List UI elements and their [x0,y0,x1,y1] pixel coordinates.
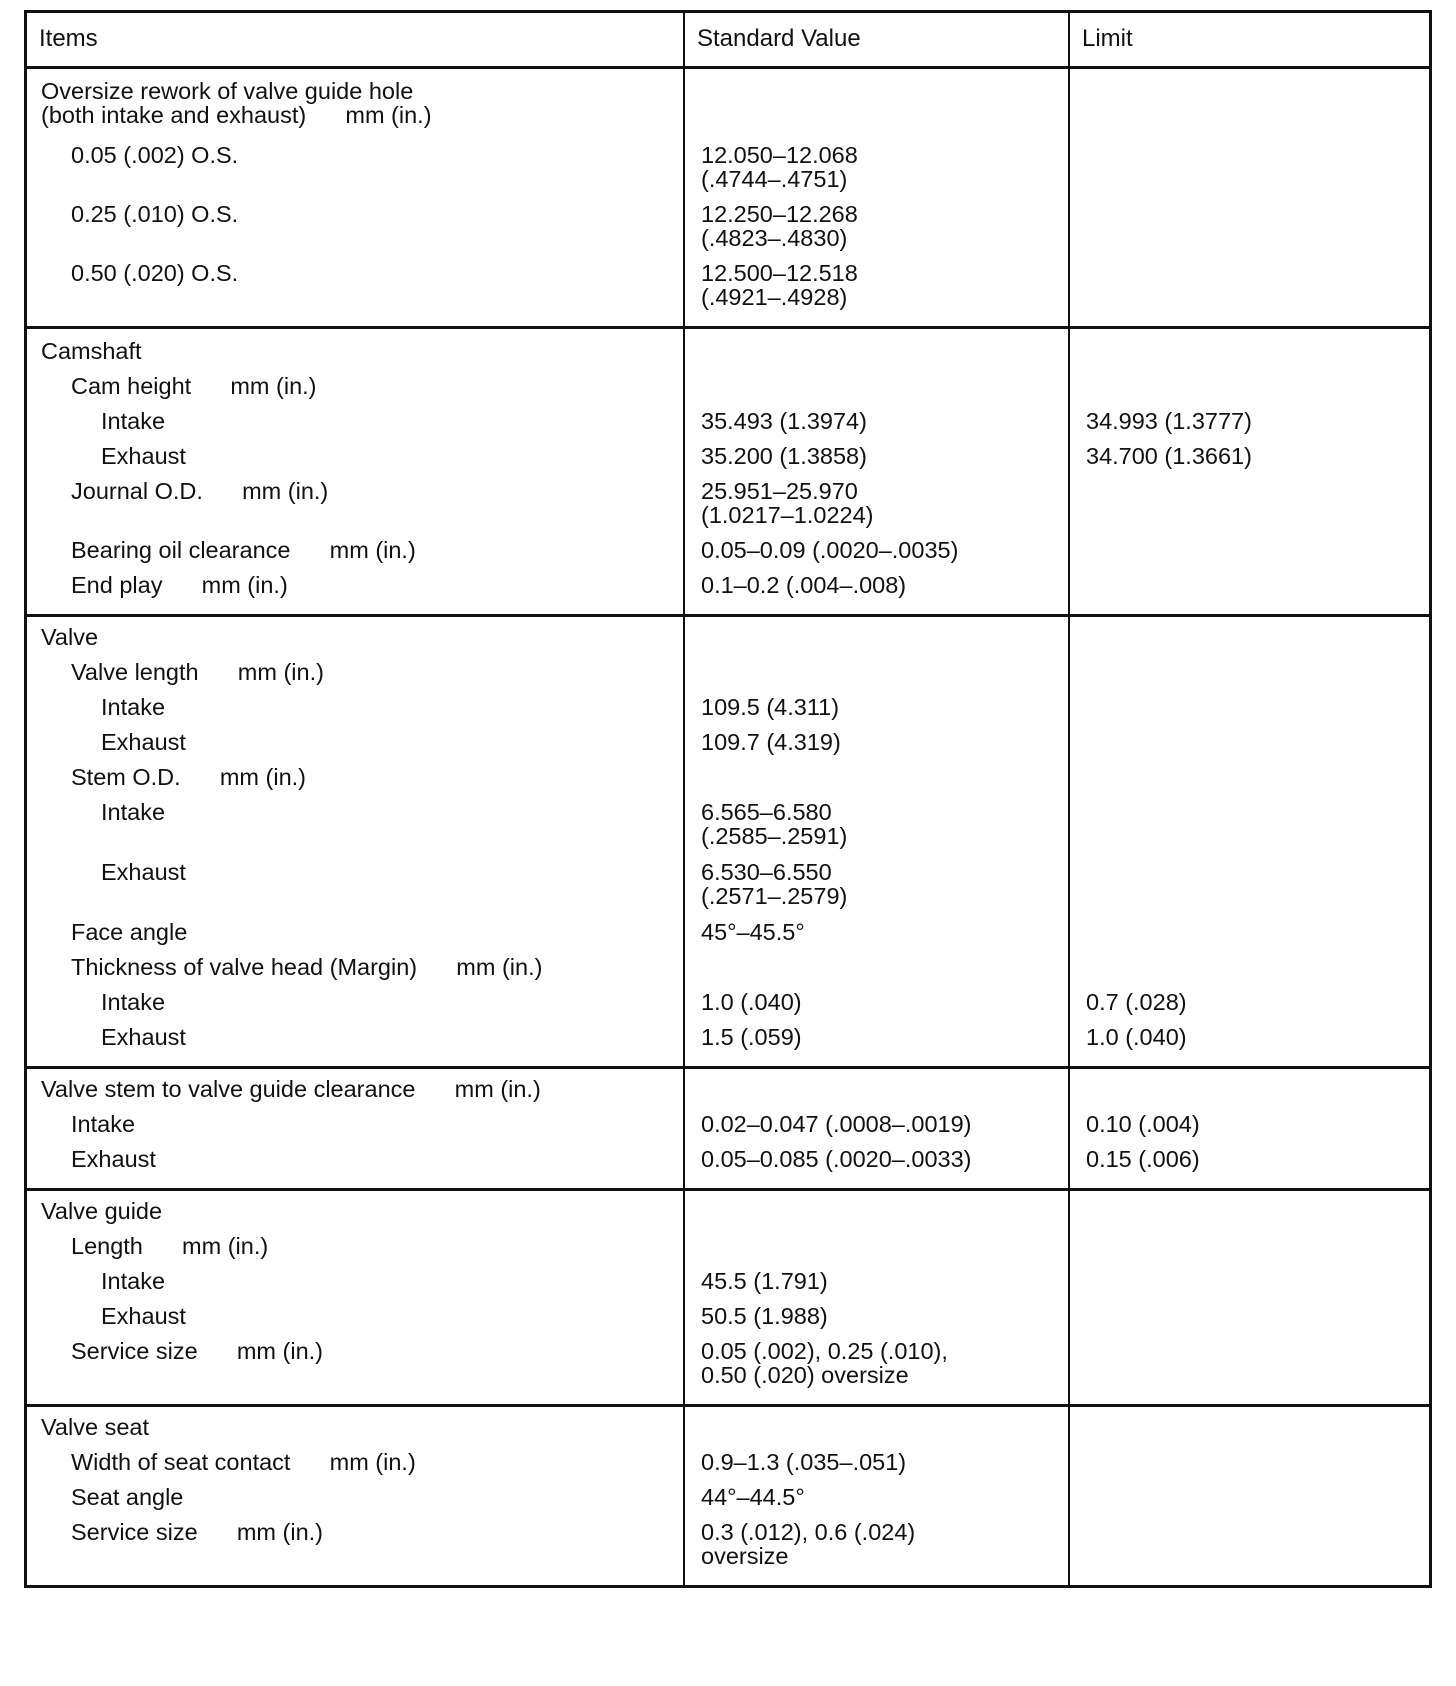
table-row [27,1485,1429,1520]
item-label: Stem O.D. mm (in.) [71,764,307,790]
table-row [27,1269,1429,1304]
item-label: Valve seat [41,1414,149,1440]
item-label: Exhaust [101,443,186,469]
standard-value-cell: 0.3 (.012), 0.6 (.024) oversize [701,1519,916,1569]
item-label: Valve stem to valve guide clearance mm (in.) [41,1076,541,1102]
item-label: 0.50 (.020) O.S. [71,260,239,286]
item-label: Exhaust [101,1303,186,1329]
table-row [27,1147,1429,1182]
limit-cell [1070,1304,1429,1339]
limit-cell [1070,860,1429,920]
item-label: Valve guide [41,1198,163,1224]
item-label: Exhaust [101,859,186,885]
header-standard-value: Standard Value [685,13,1070,66]
section-valve-stem-clearance [27,1069,1429,1191]
table-row [27,1520,1429,1579]
standard-value-cell [685,765,1070,800]
table-row [27,1415,1429,1450]
item-label: Exhaust [101,729,186,755]
item-label: Valve [41,624,99,650]
standard-value-cell: 0.9–1.3 (.035–.051) [701,1449,907,1475]
standard-value-cell [685,625,1070,660]
limit-cell [1070,261,1429,320]
table-row [27,920,1429,955]
item-label: Exhaust [101,1024,186,1050]
column-divider [1068,69,1070,326]
standard-value-cell: 0.05 (.002), 0.25 (.010), 0.50 (.020) oversize [701,1338,948,1388]
item-label: 0.25 (.010) O.S. [71,201,239,227]
table-row [27,479,1429,538]
column-divider [683,617,685,1066]
table-row [27,1304,1429,1339]
column-divider [683,1069,685,1188]
item-label: Intake [101,799,166,825]
standard-value-cell: 12.500–12.518 (.4921–.4928) [701,260,858,310]
table-body [27,69,1429,1585]
limit-cell [1070,955,1429,990]
table-row [27,202,1429,261]
item-label: Intake [71,1111,136,1137]
table-row [27,1112,1429,1147]
limit-cell [1070,79,1429,143]
standard-value-cell: 0.05–0.085 (.0020–.0033) [701,1146,972,1172]
item-label: Intake [101,989,166,1015]
table-row [27,1450,1429,1485]
limit-cell [1070,538,1429,573]
limit-cell [1070,1234,1429,1269]
table-row [27,538,1429,573]
header-items: Items [27,13,685,66]
limit-cell [1070,479,1429,538]
limit-cell [1070,730,1429,765]
limit-cell: 1.0 (.040) [1086,1024,1187,1050]
limit-cell: 0.10 (.004) [1086,1111,1200,1137]
limit-cell [1070,1520,1429,1579]
standard-value-cell: 6.565–6.580 (.2585–.2591) [701,799,848,849]
table-row [27,444,1429,479]
spec-table [24,10,1432,1588]
limit-cell [1070,920,1429,955]
table-row [27,955,1429,990]
column-divider [683,69,685,326]
item-label: Service size mm (in.) [71,1519,324,1545]
section-valve-guide [27,1191,1429,1407]
standard-value-cell: 12.250–12.268 (.4823–.4830) [701,201,858,251]
table-row [27,1234,1429,1269]
standard-value-cell: 50.5 (1.988) [701,1303,828,1329]
standard-value-cell [685,1234,1070,1269]
limit-cell [1070,1415,1429,1450]
standard-value-cell [685,79,1070,143]
table-row [27,1199,1429,1234]
limit-cell [1070,143,1429,202]
standard-value-cell: 0.1–0.2 (.004–.008) [701,572,907,598]
item-label: Oversize rework of valve guide hole (both intake and exhaust) mm (in.) [41,78,432,128]
item-label: Bearing oil clearance mm (in.) [71,537,416,563]
table-row [27,695,1429,730]
table-row [27,261,1429,320]
section-oversize-rework [27,69,1429,329]
limit-cell [1070,1485,1429,1520]
standard-value-cell [685,955,1070,990]
limit-cell [1070,765,1429,800]
standard-value-cell [685,1199,1070,1234]
table-row [27,1339,1429,1398]
column-divider [1068,1407,1070,1585]
limit-cell [1070,660,1429,695]
table-row [27,143,1429,202]
item-label: Valve length mm (in.) [71,659,324,685]
item-label: Journal O.D. mm (in.) [71,478,329,504]
limit-cell: 0.7 (.028) [1086,989,1187,1015]
limit-cell [1070,800,1429,860]
table-row [27,765,1429,800]
standard-value-cell [685,1077,1070,1112]
item-label: End play mm (in.) [71,572,288,598]
table-row [27,1025,1429,1060]
limit-cell [1070,339,1429,374]
standard-value-cell [685,374,1070,409]
limit-cell [1070,625,1429,660]
standard-value-cell: 35.493 (1.3974) [701,408,867,434]
column-divider [1068,1069,1070,1188]
table-header [27,13,1429,69]
limit-cell: 34.700 (1.3661) [1086,443,1252,469]
standard-value-cell [685,660,1070,695]
section-camshaft [27,329,1429,617]
item-label: Face angle [71,919,188,945]
standard-value-cell: 45°–45.5° [701,919,805,945]
standard-value-cell: 0.05–0.09 (.0020–.0035) [701,537,959,563]
standard-value-cell [685,339,1070,374]
section-valve [27,617,1429,1069]
standard-value-cell [685,1415,1070,1450]
item-label: Seat angle [71,1484,184,1510]
table-row [27,79,1429,143]
standard-value-cell: 1.5 (.059) [701,1024,802,1050]
item-label: Camshaft [41,338,142,364]
table-row [27,990,1429,1025]
standard-value-cell: 25.951–25.970 (1.0217–1.0224) [701,478,874,528]
standard-value-cell: 109.7 (4.319) [701,729,841,755]
item-label: Thickness of valve head (Margin) mm (in.) [71,954,543,980]
limit-cell [1070,1269,1429,1304]
standard-value-cell: 6.530–6.550 (.2571–.2579) [701,859,848,909]
table-row [27,1077,1429,1112]
table-row [27,860,1429,920]
table-row [27,730,1429,765]
standard-value-cell: 44°–44.5° [701,1484,805,1510]
table-row [27,339,1429,374]
section-valve-seat [27,1407,1429,1585]
limit-cell [1070,1077,1429,1112]
table-row [27,409,1429,444]
table-row [27,573,1429,608]
limit-cell [1070,374,1429,409]
limit-cell [1070,1199,1429,1234]
column-divider [1068,329,1070,614]
limit-cell [1070,573,1429,608]
item-label: Exhaust [71,1146,156,1172]
item-label: Service size mm (in.) [71,1338,324,1364]
item-label: Intake [101,694,166,720]
column-divider [683,329,685,614]
standard-value-cell: 109.5 (4.311) [701,694,840,720]
item-label: Cam height mm (in.) [71,373,317,399]
item-label: Length mm (in.) [71,1233,269,1259]
column-divider [683,1407,685,1585]
standard-value-cell: 45.5 (1.791) [701,1268,828,1294]
item-label: Width of seat contact mm (in.) [71,1449,416,1475]
standard-value-cell: 35.200 (1.3858) [701,443,867,469]
table-row [27,374,1429,409]
table-row [27,800,1429,860]
standard-value-cell: 0.02–0.047 (.0008–.0019) [701,1111,972,1137]
column-divider [1068,617,1070,1066]
standard-value-cell: 12.050–12.068 (.4744–.4751) [701,142,858,192]
limit-cell [1070,202,1429,261]
limit-cell: 0.15 (.006) [1086,1146,1200,1172]
limit-cell [1070,695,1429,730]
item-label: Intake [101,1268,166,1294]
limit-cell [1070,1339,1429,1398]
table-row [27,660,1429,695]
item-label: 0.05 (.002) O.S. [71,142,239,168]
item-label: Intake [101,408,166,434]
table-row [27,625,1429,660]
column-divider [683,1191,685,1404]
standard-value-cell: 1.0 (.040) [701,989,802,1015]
limit-cell: 34.993 (1.3777) [1086,408,1252,434]
limit-cell [1070,1450,1429,1485]
column-divider [1068,1191,1070,1404]
header-limit: Limit [1082,25,1133,52]
